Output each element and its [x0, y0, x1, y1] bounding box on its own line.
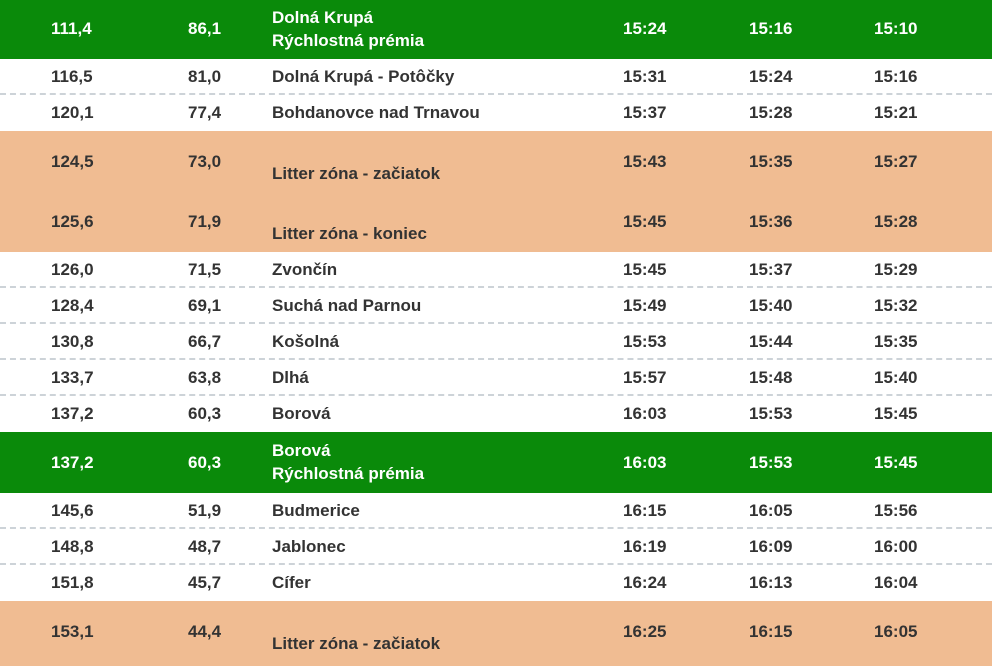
km-cell: 151,8	[51, 573, 94, 592]
time-medium-cell: 16:05	[749, 501, 793, 520]
table-row	[0, 95, 992, 131]
speed-premium-label: Rýchlostná prémia	[272, 464, 425, 483]
time-medium-cell: 15:53	[749, 453, 793, 472]
km-cell: 133,7	[51, 368, 94, 387]
place-cell: Borová	[272, 404, 331, 423]
place-cell: Litter zóna - začiatok	[272, 634, 441, 653]
time-slow-cell: 15:32	[874, 296, 918, 315]
speed-premium-label: Rýchlostná prémia	[272, 31, 425, 50]
time-fast-cell: 16:24	[623, 573, 667, 592]
place-cell: Cífer	[272, 573, 311, 592]
km-cell: 137,2	[51, 453, 94, 472]
remaining-km-cell: 44,4	[188, 622, 222, 641]
time-fast-cell: 15:31	[623, 67, 667, 86]
table-row	[0, 565, 992, 601]
place-cell: Budmerice	[272, 501, 360, 520]
table-row	[0, 493, 992, 529]
time-medium-cell: 15:40	[749, 296, 793, 315]
km-cell: 145,6	[51, 501, 94, 520]
time-slow-cell: 16:05	[874, 622, 918, 641]
remaining-km-cell: 48,7	[188, 537, 222, 556]
remaining-km-cell: 66,7	[188, 332, 222, 351]
remaining-km-cell: 71,5	[188, 260, 222, 279]
table-row-litter-zone	[0, 601, 992, 666]
km-cell: 125,6	[51, 212, 94, 231]
remaining-km-cell: 86,1	[188, 19, 222, 38]
time-fast-cell: 16:03	[623, 453, 667, 472]
time-medium-cell: 16:15	[749, 622, 793, 641]
table-row-premium	[0, 0, 992, 59]
time-fast-cell: 15:57	[623, 368, 667, 387]
km-cell: 126,0	[51, 260, 94, 279]
time-slow-cell: 15:21	[874, 103, 918, 122]
km-cell: 120,1	[51, 103, 94, 122]
place-cell: Bohdanovce nad Trnavou	[272, 103, 480, 122]
time-fast-cell: 16:03	[623, 404, 667, 423]
place-cell	[272, 439, 424, 485]
time-slow-cell: 15:27	[874, 152, 918, 171]
time-slow-cell: 15:29	[874, 260, 918, 279]
time-medium-cell: 15:48	[749, 368, 793, 387]
table-row	[0, 324, 992, 360]
time-fast-cell: 15:37	[623, 103, 667, 122]
place-cell: Litter zóna - koniec	[272, 224, 427, 243]
place-cell: Košolná	[272, 332, 340, 351]
time-slow-cell: 15:16	[874, 67, 918, 86]
remaining-km-cell: 60,3	[188, 453, 222, 472]
km-cell: 130,8	[51, 332, 94, 351]
remaining-km-cell: 63,8	[188, 368, 222, 387]
remaining-km-cell: 60,3	[188, 404, 222, 423]
place-cell: Zvončín	[272, 260, 338, 279]
table-row	[0, 396, 992, 432]
time-medium-cell: 15:44	[749, 332, 793, 351]
place-cell: Jablonec	[272, 537, 346, 556]
time-fast-cell: 16:15	[623, 501, 667, 520]
remaining-km-cell: 73,0	[188, 152, 222, 171]
time-fast-cell: 16:19	[623, 537, 667, 556]
time-medium-cell: 15:53	[749, 404, 793, 423]
time-fast-cell: 15:45	[623, 260, 667, 279]
time-slow-cell: 16:04	[874, 573, 918, 592]
remaining-km-cell: 71,9	[188, 212, 222, 231]
place-cell	[272, 6, 424, 52]
km-cell: 128,4	[51, 296, 94, 315]
time-fast-cell: 15:24	[623, 19, 667, 38]
time-slow-cell: 15:10	[874, 19, 918, 38]
place-cell: Dolná Krupá - Potôčky	[272, 67, 455, 86]
time-fast-cell: 15:43	[623, 152, 667, 171]
table-row	[0, 288, 992, 324]
place-cell: Dlhá	[272, 368, 309, 387]
table-row	[0, 59, 992, 95]
remaining-km-cell: 77,4	[188, 103, 222, 122]
table-row	[0, 360, 992, 396]
time-slow-cell: 16:00	[874, 537, 918, 556]
time-fast-cell: 16:25	[623, 622, 667, 641]
place-name: Borová	[272, 441, 331, 460]
table-row	[0, 529, 992, 565]
time-slow-cell: 15:56	[874, 501, 918, 520]
time-medium-cell: 16:09	[749, 537, 793, 556]
km-cell: 111,4	[51, 19, 92, 38]
time-medium-cell: 15:35	[749, 152, 793, 171]
place-name: Dolná Krupá	[272, 8, 374, 27]
remaining-km-cell: 81,0	[188, 67, 222, 86]
table-row-premium	[0, 432, 992, 493]
time-medium-cell: 15:16	[749, 19, 793, 38]
remaining-km-cell: 51,9	[188, 501, 222, 520]
table-row-litter-zone	[0, 131, 992, 191]
time-slow-cell: 15:45	[874, 404, 918, 423]
remaining-km-cell: 69,1	[188, 296, 222, 315]
time-fast-cell: 15:53	[623, 332, 667, 351]
km-cell: 137,2	[51, 404, 94, 423]
time-fast-cell: 15:49	[623, 296, 667, 315]
time-slow-cell: 15:40	[874, 368, 918, 387]
table-row	[0, 252, 992, 288]
time-medium-cell: 15:24	[749, 67, 793, 86]
time-slow-cell: 15:28	[874, 212, 918, 231]
time-medium-cell: 15:28	[749, 103, 793, 122]
place-cell: Suchá nad Parnou	[272, 296, 422, 315]
place-cell: Litter zóna - začiatok	[272, 164, 441, 183]
km-cell: 153,1	[51, 622, 94, 641]
time-medium-cell: 16:13	[749, 573, 793, 592]
time-fast-cell: 15:45	[623, 212, 667, 231]
time-slow-cell: 15:35	[874, 332, 918, 351]
km-cell: 124,5	[51, 152, 94, 171]
km-cell: 148,8	[51, 537, 94, 556]
time-medium-cell: 15:36	[749, 212, 793, 231]
time-slow-cell: 15:45	[874, 453, 918, 472]
time-medium-cell: 15:37	[749, 260, 793, 279]
table-row-litter-zone	[0, 191, 992, 252]
km-cell: 116,5	[51, 67, 93, 86]
remaining-km-cell: 45,7	[188, 573, 222, 592]
